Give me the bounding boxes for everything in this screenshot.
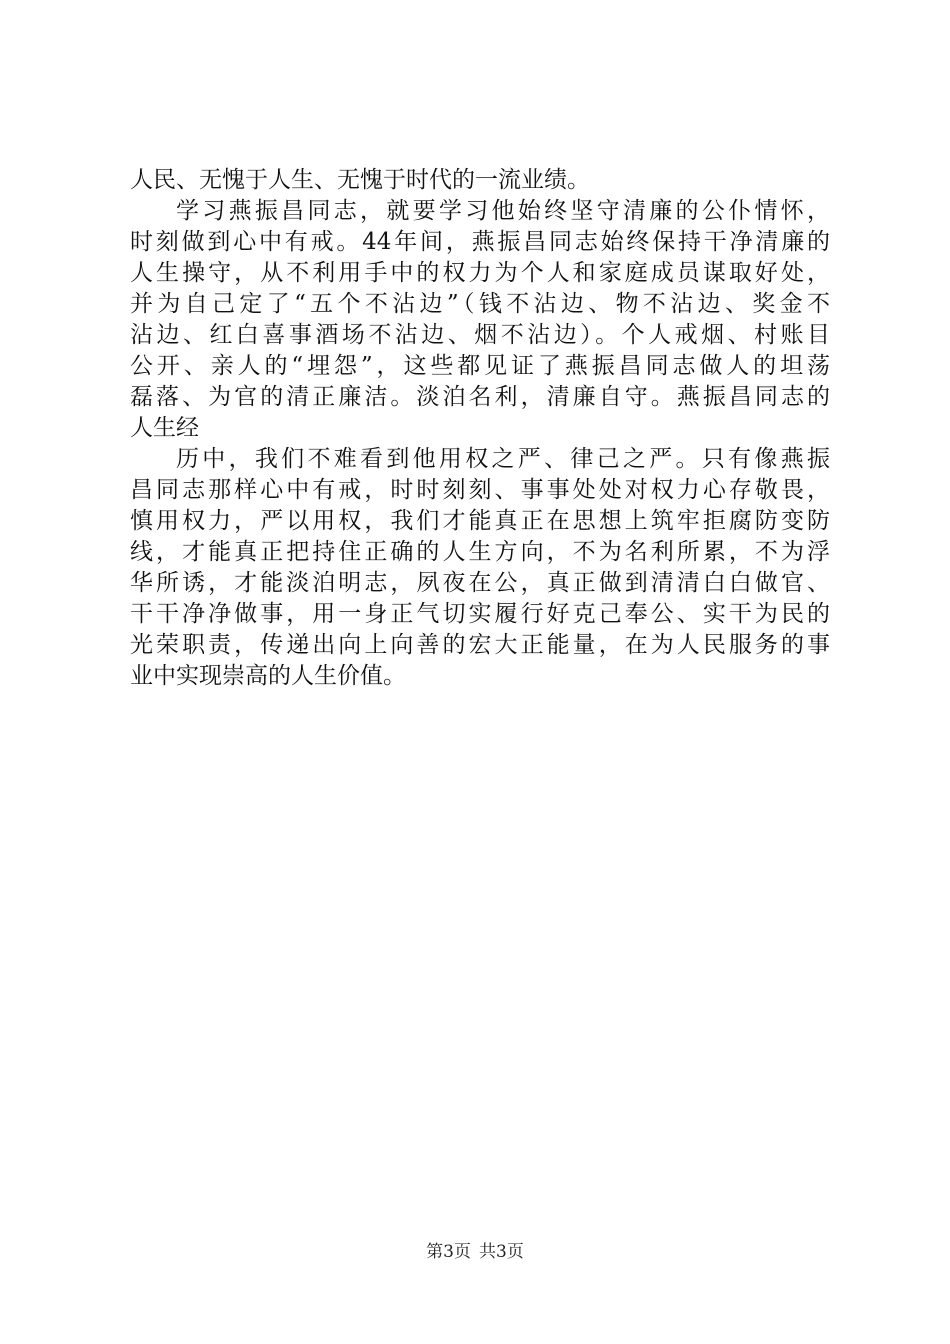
text-line-4: 人生操守，从不利用手中的权力为个人和家庭成员谋取好处， bbox=[130, 260, 830, 286]
text-line-3: 时刻做到心中有戒。44年间，燕振昌同志始终保持干净清廉的 bbox=[130, 229, 830, 255]
text-line-5: 并为自己定了“五个不沾边”（钱不沾边、物不沾边、奖金不 bbox=[130, 291, 830, 317]
text-line-15: 干干净净做事，用一身正气切实履行好克己奉公、实干为民的 bbox=[130, 601, 830, 627]
text-line-10: 历中，我们不难看到他用权之严、律己之严。只有像燕振 bbox=[176, 446, 830, 472]
body-text bbox=[130, 165, 830, 692]
text-line-9: 人生经 bbox=[130, 415, 199, 441]
text-line-11: 昌同志那样心中有戒，时时刻刻、事事处处对权力心存敬畏， bbox=[130, 477, 830, 503]
text-line-17: 业中实现崇高的人生价值。 bbox=[130, 663, 406, 689]
text-line-8: 磊落、为官的清正廉洁。淡泊名利，清廉自守。燕振昌同志的 bbox=[130, 384, 830, 410]
text-line-1: 人民、无愧于人生、无愧于时代的一流业绩。 bbox=[130, 167, 590, 193]
page-total: 共3页 bbox=[479, 1242, 524, 1262]
text-line-16: 光荣职责，传递出向上向善的宏大正能量，在为人民服务的事 bbox=[130, 632, 830, 658]
text-line-14: 华所诱，才能淡泊明志，夙夜在公，真正做到清清白白做官、 bbox=[130, 570, 830, 596]
text-line-7: 公开、亲人的“埋怨”，这些都见证了燕振昌同志做人的坦荡 bbox=[130, 353, 830, 379]
page-footer bbox=[0, 1240, 950, 1264]
text-line-13: 线，才能真正把持住正确的人生方向，不为名利所累，不为浮 bbox=[130, 539, 830, 565]
text-line-12: 慎用权力，严以用权，我们才能真正在思想上筑牢拒腐防变防 bbox=[130, 508, 830, 534]
text-line-2: 学习燕振昌同志，就要学习他始终坚守清廉的公仆情怀， bbox=[176, 198, 830, 224]
page-number: 第3页 bbox=[426, 1242, 471, 1262]
text-line-6: 沾边、红白喜事酒场不沾边、烟不沾边）。个人戒烟、村账目 bbox=[130, 322, 830, 348]
